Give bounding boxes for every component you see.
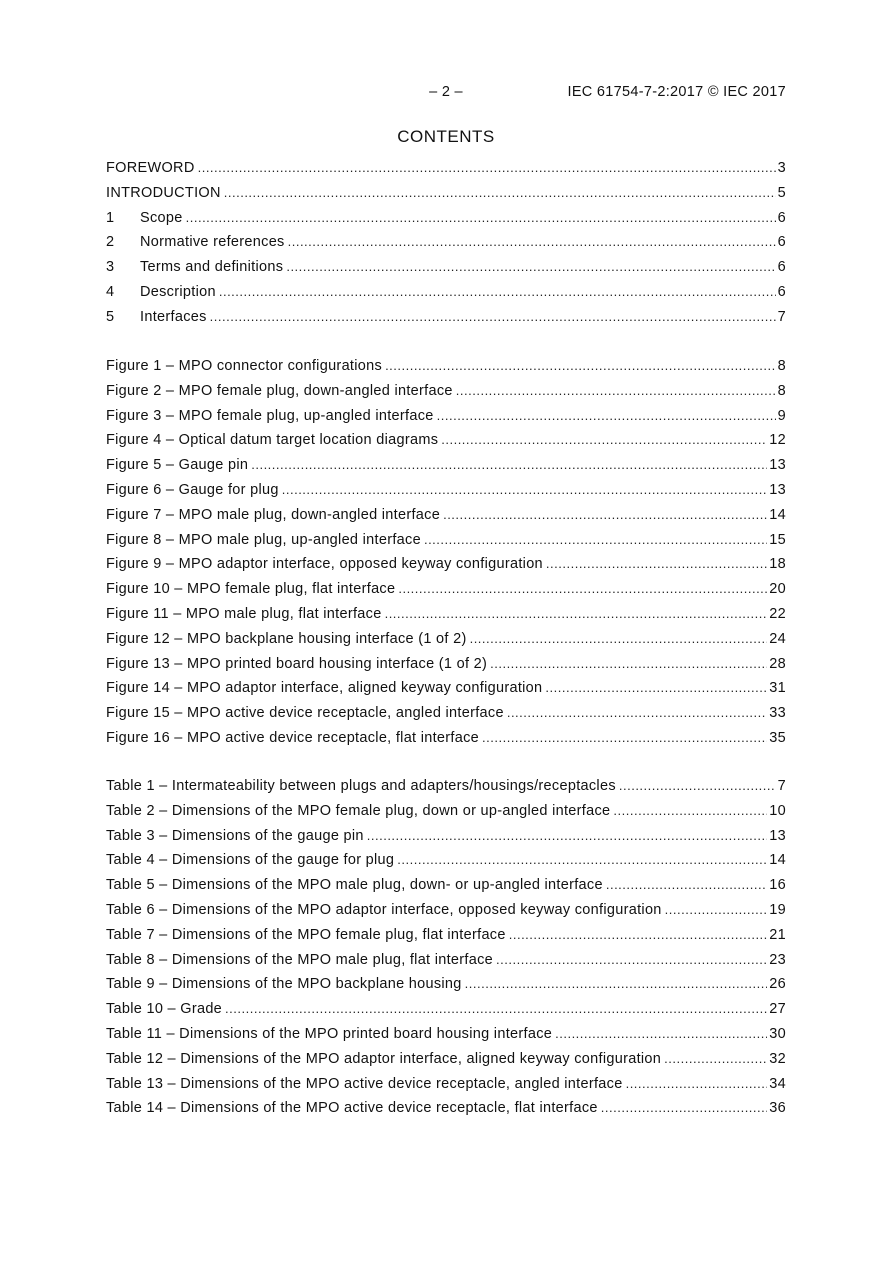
- toc-entry-page: 8: [777, 382, 786, 399]
- toc-entry-title: Figure 14 – MPO adaptor interface, aligned keyway configuration: [106, 680, 543, 697]
- contents-title: CONTENTS: [397, 127, 495, 146]
- toc-entry-page: 19: [769, 901, 786, 918]
- toc-entry-page: 5: [777, 184, 786, 201]
- dot-leader: [664, 1051, 767, 1066]
- toc-entry-page: 28: [769, 655, 786, 672]
- toc-entry-page: 6: [777, 234, 786, 251]
- toc-entry-title: Figure 3 – MPO female plug, up-angled interface: [106, 407, 434, 424]
- toc-entry[interactable]: [106, 976, 786, 1001]
- toc-entry-page: 3: [777, 160, 786, 176]
- toc-entry-title: Figure 11 – MPO male plug, flat interface: [106, 605, 382, 622]
- toc-entry-page: 16: [769, 877, 786, 894]
- toc-entry-number: 2: [106, 234, 115, 251]
- toc-entry-page: 21: [769, 926, 786, 943]
- dot-leader: [456, 383, 776, 398]
- toc-entry-page: 6: [777, 259, 786, 276]
- dot-leader: [225, 1001, 767, 1016]
- dot-leader: [606, 877, 767, 892]
- dot-leader: [288, 234, 776, 249]
- toc-entry-title: Table 6 – Dimensions of the MPO adaptor interface, opposed keyway configuration: [106, 901, 662, 918]
- toc-entry[interactable]: [106, 556, 786, 581]
- toc-entry[interactable]: [106, 284, 786, 309]
- toc-entry-title: Table 5 – Dimensions of the MPO male plug, down- or up-angled interface: [106, 877, 603, 894]
- toc-entry[interactable]: [106, 383, 786, 408]
- dot-leader: [626, 1076, 768, 1091]
- toc-entry[interactable]: [106, 902, 786, 927]
- dot-leader: [282, 482, 768, 497]
- dot-leader: [555, 1026, 767, 1041]
- toc-entry-title: Figure 8 – MPO male plug, up-angled interface: [106, 531, 421, 548]
- dot-leader: [224, 185, 776, 200]
- dot-leader: [470, 631, 768, 646]
- toc-entry-page: 13: [769, 827, 786, 844]
- toc-entry-title: Figure 4 – Optical datum target location diagrams: [106, 432, 439, 449]
- toc-entry-title: Figure 7 – MPO male plug, down-angled interface: [106, 506, 441, 523]
- toc-entry-title: Table 7 – Dimensions of the MPO female plug, flat interface: [106, 926, 506, 943]
- toc-entry-title: Table 4 – Dimensions of the gauge for plug: [106, 852, 395, 869]
- toc-entry-page: 18: [769, 556, 786, 573]
- toc-entry-title: Figure 5 – Gauge pin: [106, 457, 249, 474]
- toc-entry-page: 34: [769, 1075, 786, 1092]
- toc-entry[interactable]: [106, 309, 786, 334]
- toc-entry-page: 6: [777, 283, 786, 300]
- dot-leader: [424, 532, 767, 547]
- toc-entry[interactable]: [106, 803, 786, 828]
- toc-entry-title: Figure 16 – MPO active device receptacle, flat interface: [106, 729, 480, 746]
- toc-entry[interactable]: [106, 358, 786, 383]
- dot-leader: [465, 976, 768, 991]
- toc-main-section: [106, 160, 786, 334]
- toc-entry-page: 12: [769, 432, 786, 449]
- toc-entry-title: Figure 12 – MPO backplane housing interface (1 of 2): [106, 630, 467, 647]
- toc-entry[interactable]: [106, 778, 786, 803]
- dot-leader: [490, 656, 767, 671]
- dot-leader: [437, 408, 776, 423]
- toc-entry[interactable]: [106, 680, 786, 705]
- toc-entry[interactable]: [106, 1026, 786, 1051]
- toc-entry-page: 13: [769, 457, 786, 474]
- toc-entry-page: 24: [769, 630, 786, 647]
- toc-entry[interactable]: [106, 1100, 786, 1125]
- toc-entry-page: 15: [769, 531, 786, 548]
- toc-entry-page: 22: [769, 605, 786, 622]
- toc-entry-title: Interfaces: [140, 308, 207, 325]
- toc-entry[interactable]: [106, 581, 786, 606]
- toc-entry-title: Table 2 – Dimensions of the MPO female plug, down or up-angled interface: [106, 802, 611, 819]
- toc-entry-number: 1: [106, 209, 115, 226]
- toc-entry[interactable]: [106, 482, 786, 507]
- toc-entry-title: Figure 1 – MPO connector configurations: [106, 358, 383, 374]
- toc-entry[interactable]: [106, 705, 786, 730]
- toc-entry[interactable]: [106, 1076, 786, 1101]
- toc-entry-title: Terms and definitions: [140, 259, 284, 276]
- dot-leader: [219, 284, 776, 299]
- toc-entry-title: Table 13 – Dimensions of the MPO active device receptacle, angled interface: [106, 1075, 623, 1092]
- toc-entry-page: 7: [777, 778, 786, 794]
- dot-leader: [601, 1100, 767, 1115]
- toc-entry-title: Table 9 – Dimensions of the MPO backplane housing: [106, 976, 462, 993]
- dot-leader: [198, 160, 776, 175]
- toc-entry-title: Figure 9 – MPO adaptor interface, opposed keyway configuration: [106, 556, 543, 573]
- dot-leader: [367, 828, 768, 843]
- toc-entry[interactable]: [106, 185, 786, 210]
- toc-entry-page: 14: [769, 852, 786, 869]
- toc-entry[interactable]: [106, 457, 786, 482]
- toc-entry-title: FOREWORD: [106, 160, 195, 176]
- dot-leader: [385, 606, 768, 621]
- toc-entry-number: 4: [106, 283, 115, 300]
- toc-entry[interactable]: [106, 432, 786, 457]
- toc-entry-title: INTRODUCTION: [106, 184, 221, 201]
- toc-entry[interactable]: [106, 259, 786, 284]
- toc-entry-page: 32: [769, 1050, 786, 1067]
- toc-entry-page: 6: [777, 209, 786, 226]
- toc-entry-page: 23: [769, 951, 786, 968]
- toc-entry-page: 31: [769, 680, 786, 697]
- toc-entry-title: Scope: [140, 209, 183, 226]
- toc-entry-page: 36: [769, 1100, 786, 1117]
- toc-entry[interactable]: [106, 1051, 786, 1076]
- toc-entry-page: 13: [769, 481, 786, 498]
- toc-entry[interactable]: [106, 160, 786, 185]
- dot-leader: [545, 680, 767, 695]
- toc-entry-page: 14: [769, 506, 786, 523]
- toc-entry[interactable]: [106, 877, 786, 902]
- dot-leader: [398, 581, 767, 596]
- toc-entry-title: Figure 6 – Gauge for plug: [106, 481, 279, 498]
- page-header: [106, 84, 786, 104]
- toc-entry-title: Table 1 – Intermateability between plugs and adapters/housings/receptacles: [106, 778, 616, 794]
- toc-entry-title: Table 3 – Dimensions of the gauge pin: [106, 827, 364, 844]
- dot-leader: [665, 902, 768, 917]
- toc-entry[interactable]: [106, 828, 786, 853]
- toc-entry-title: Table 8 – Dimensions of the MPO male plug, flat interface: [106, 951, 494, 968]
- dot-leader: [286, 259, 775, 274]
- toc-entry-page: 7: [777, 308, 786, 325]
- toc-entry[interactable]: [106, 532, 786, 557]
- toc-entry-title: Figure 10 – MPO female plug, flat interface: [106, 581, 396, 598]
- toc-entry[interactable]: [106, 408, 786, 433]
- toc-entry-number: 3: [106, 259, 115, 276]
- toc-entry[interactable]: [106, 631, 786, 656]
- dot-leader: [613, 803, 767, 818]
- toc-entry[interactable]: [106, 656, 786, 681]
- toc-entry[interactable]: [106, 952, 786, 977]
- toc-tables-section: [106, 778, 786, 1125]
- toc-entry[interactable]: [106, 852, 786, 877]
- toc-entry-page: 30: [769, 1025, 786, 1042]
- toc-entry[interactable]: [106, 1001, 786, 1026]
- dot-leader: [397, 852, 767, 867]
- toc-entry[interactable]: [106, 210, 786, 235]
- toc-figures-section: [106, 358, 786, 755]
- document-id: IEC 61754-7-2:2017 © IEC 2017: [567, 84, 786, 100]
- dot-leader: [546, 556, 767, 571]
- toc-entry-title: Table 11 – Dimensions of the MPO printed board housing interface: [106, 1025, 553, 1042]
- toc-entry[interactable]: [106, 730, 786, 755]
- toc-entry-title: Table 14 – Dimensions of the MPO active device receptacle, flat interface: [106, 1100, 598, 1117]
- toc-entry[interactable]: [106, 507, 786, 532]
- toc-entry-title: Normative references: [140, 234, 285, 251]
- dot-leader: [385, 358, 776, 373]
- toc-entry-page: 8: [777, 358, 786, 374]
- dot-leader: [619, 778, 776, 793]
- toc-entry-page: 35: [769, 729, 786, 746]
- toc-entry[interactable]: [106, 606, 786, 631]
- dot-leader: [251, 457, 767, 472]
- toc-entry[interactable]: [106, 234, 786, 259]
- dot-leader: [482, 730, 767, 745]
- dot-leader: [210, 309, 776, 324]
- dot-leader: [186, 210, 776, 225]
- toc-entry-page: 27: [769, 1001, 786, 1018]
- dot-leader: [507, 705, 767, 720]
- toc-entry-page: 20: [769, 581, 786, 598]
- toc-entry-title: Figure 13 – MPO printed board housing interface (1 of 2): [106, 655, 488, 672]
- dot-leader: [443, 507, 767, 522]
- toc-entry-title: Table 10 – Grade: [106, 1001, 223, 1018]
- toc-entry-title: Figure 15 – MPO active device receptacle, angled interface: [106, 705, 504, 722]
- toc-entry-page: 10: [769, 802, 786, 819]
- page-number: – 2 –: [429, 84, 463, 100]
- toc-entry-title: Description: [140, 283, 216, 300]
- toc-entry[interactable]: [106, 927, 786, 952]
- toc-entry-title: Table 12 – Dimensions of the MPO adaptor interface, aligned keyway configuration: [106, 1050, 662, 1067]
- toc-entry-page: 26: [769, 976, 786, 993]
- toc-entry-page: 9: [777, 407, 786, 424]
- toc-entry-page: 33: [769, 705, 786, 722]
- toc-entry-title: Figure 2 – MPO female plug, down-angled interface: [106, 382, 453, 399]
- dot-leader: [496, 952, 767, 967]
- dot-leader: [441, 432, 767, 447]
- toc-entry-number: 5: [106, 308, 115, 325]
- dot-leader: [509, 927, 768, 942]
